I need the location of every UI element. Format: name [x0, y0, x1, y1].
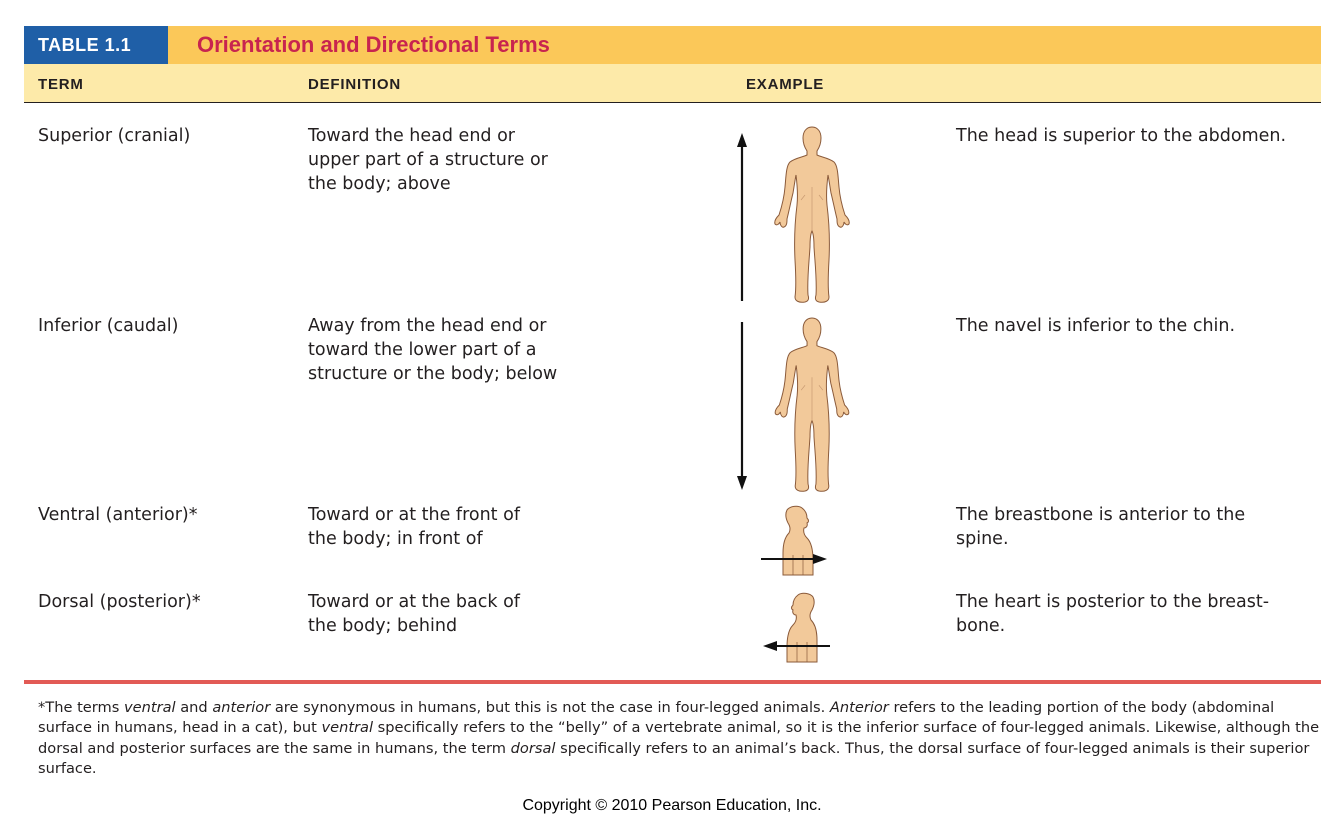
definition-line: the body; in front of: [308, 529, 483, 549]
definition-line: the body; above: [308, 174, 451, 194]
arrowhead-down-icon: [737, 476, 747, 490]
definition-line: Toward the head end or: [308, 126, 515, 146]
torso-profile-arrow-back-icon: [735, 592, 865, 664]
arrowhead-left-icon: [763, 641, 777, 651]
table-title-band: [24, 26, 1321, 64]
column-header-definition: DEFINITION: [308, 76, 401, 93]
definition-cell: [308, 124, 548, 196]
footnote-text: specifically refers to the “belly” of a vertebrate animal, so it is the inferior surface of four-legged animals. Likewise, although the dorsal and posterior surfaces are the same in humans, the term: [38, 719, 1320, 757]
definition-line: the body; behind: [308, 616, 458, 636]
column-header-row: [24, 64, 1321, 103]
footnote-text: specifically refers to an animal’s back. Thus, the dorsal surface of four-legged animals is their superior surface.: [38, 739, 1310, 777]
example-line: The breastbone is anterior to the: [956, 505, 1246, 525]
human-torso-profile-icon: [787, 593, 817, 662]
definition-cell: [308, 503, 520, 551]
example-line: spine.: [956, 529, 1009, 549]
copyright-notice: Copyright © 2010 Pearson Education, Inc.: [522, 797, 822, 814]
definition-cell: [308, 314, 557, 386]
example-cell: [956, 503, 1245, 551]
definition-line: structure or the body; below: [308, 364, 558, 384]
torso-profile-arrow-forward-icon: [735, 505, 865, 577]
definition-line: Toward or at the front of: [308, 505, 520, 525]
footnote-text: *The terms: [38, 699, 124, 716]
example-line: The heart is posterior to the breast-: [956, 592, 1270, 612]
table-bottom-rule: [24, 680, 1321, 684]
footnote-emphasis: ventral: [123, 699, 176, 716]
column-header-example: EXAMPLE: [746, 76, 825, 93]
definition-line: toward the lower part of a: [308, 340, 537, 360]
term-cell: Inferior (caudal): [38, 316, 179, 336]
example-cell: [956, 590, 1269, 638]
table-title: Orientation and Directional Terms: [197, 32, 550, 57]
definition-line: upper part of a structure or: [308, 150, 548, 170]
footnote-emphasis: Anterior: [829, 699, 889, 716]
example-cell: [956, 314, 1235, 338]
term-cell: Ventral (anterior)*: [38, 505, 198, 525]
example-line: The head is superior to the abdomen.: [956, 126, 1287, 146]
footnote-emphasis: anterior: [212, 699, 271, 716]
footnote-text: and: [175, 699, 213, 716]
footnote-emphasis: ventral: [321, 719, 374, 737]
human-torso-profile-icon: [783, 506, 813, 575]
arrowhead-right-icon: [813, 554, 827, 564]
full-body-arrow-down-icon: [735, 316, 865, 496]
example-cell: [956, 124, 1286, 148]
definition-line: Toward or at the back of: [308, 592, 520, 612]
term-cell: Dorsal (posterior)*: [38, 592, 201, 612]
definition-line: Away from the head end or: [308, 316, 547, 336]
full-body-arrow-up-icon: [735, 125, 865, 307]
arrowhead-up-icon: [737, 133, 747, 147]
table-number-label: TABLE 1.1: [24, 26, 168, 64]
definition-cell: [308, 590, 520, 638]
footnote-emphasis: dorsal: [510, 739, 556, 757]
example-line: The navel is inferior to the chin.: [956, 316, 1236, 336]
footnote-text: refers to the leading portion of the body (abdominal surface in humans, head in a cat), but: [38, 699, 1275, 737]
example-line: bone.: [956, 616, 1006, 636]
footnote: [38, 698, 1328, 779]
human-body-icon: [775, 127, 850, 302]
human-body-icon: [775, 318, 849, 491]
footnote-text: are synonymous in humans, but this is not the case in four-legged animals.: [270, 699, 830, 716]
term-cell: Superior (cranial): [38, 126, 191, 146]
column-header-term: TERM: [38, 76, 84, 93]
